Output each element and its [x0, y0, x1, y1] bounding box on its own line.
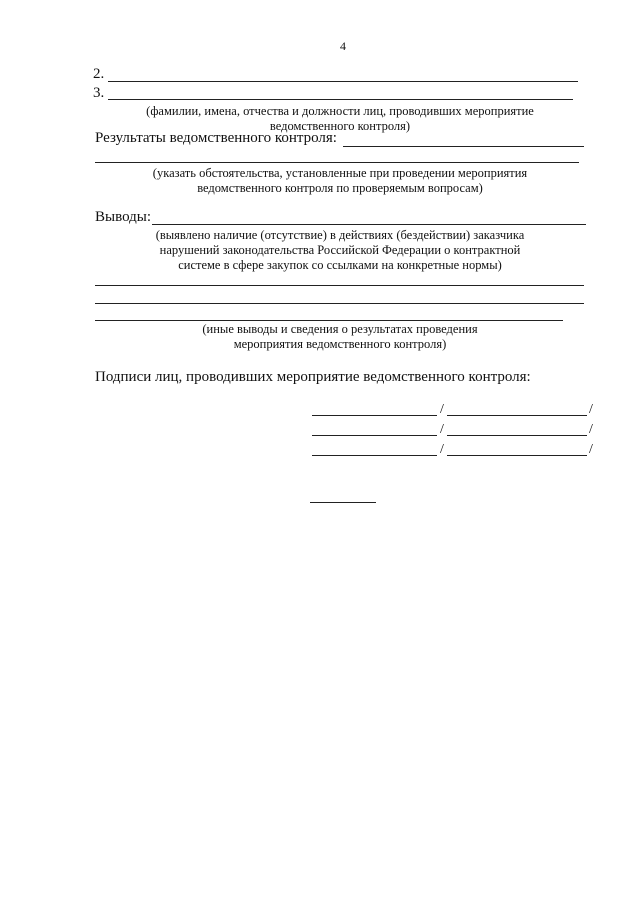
member-item-3-number: 3.: [93, 85, 105, 101]
results-label: Результаты ведомственного контроля:: [95, 130, 337, 146]
signature-1-separator: /: [440, 402, 444, 417]
signature-1-end: /: [589, 402, 593, 417]
signature-2-line-right[interactable]: [447, 435, 587, 436]
results-line-1[interactable]: [343, 146, 584, 147]
results-hint-line-1: (указать обстоятельства, установленные при проведении мероприятия: [152, 166, 528, 180]
signature-2-end: /: [589, 422, 593, 437]
members-hint-line-2: ведомственного контроля): [269, 119, 411, 133]
signatures-label: Подписи лиц, проводивших мероприятие ведомственного контроля:: [95, 369, 531, 385]
conclusions-line-3[interactable]: [95, 303, 584, 304]
conclusions-label: Выводы:: [95, 209, 152, 225]
page-number: 4: [340, 39, 346, 53]
conclusions-hint: [100, 228, 580, 273]
member-item-3-line[interactable]: [108, 99, 573, 100]
conclusions-extra-hint-line-2: мероприятия ведомственного контроля): [233, 337, 447, 351]
closing-divider: [310, 502, 376, 503]
conclusions-line-1[interactable]: [152, 224, 586, 225]
members-hint-line-1: (фамилии, имена, отчества и должности лиц, проводивших мероприятие: [146, 104, 534, 118]
signature-2-separator: /: [440, 422, 444, 437]
conclusions-line-4[interactable]: [95, 320, 563, 321]
signature-3-line-left[interactable]: [312, 455, 437, 456]
signature-3-separator: /: [440, 442, 444, 457]
signature-3-end: /: [589, 442, 593, 457]
results-line-2[interactable]: [95, 162, 579, 163]
conclusions-hint-line-2: нарушений законодательства Российской Федерации о контрактной: [159, 243, 521, 257]
results-hint-line-2: ведомственного контроля по проверяемым вопросам): [197, 181, 483, 195]
conclusions-hint-line-3: системе в сфере закупок со ссылками на конкретные нормы): [178, 258, 502, 272]
conclusions-extra-hint-line-1: (иные выводы и сведения о результатах проведения: [202, 322, 478, 336]
conclusions-hint-line-1: (выявлено наличие (отсутствие) в действиях (бездействии) заказчика: [155, 228, 525, 242]
member-item-2-line[interactable]: [108, 81, 578, 82]
signature-1-line-right[interactable]: [447, 415, 587, 416]
signature-3-line-right[interactable]: [447, 455, 587, 456]
signature-2-line-left[interactable]: [312, 435, 437, 436]
conclusions-extra-hint: [100, 322, 580, 352]
member-item-2-number: 2.: [93, 66, 105, 82]
conclusions-line-2[interactable]: [95, 285, 584, 286]
results-hint: [100, 166, 580, 196]
signature-1-line-left[interactable]: [312, 415, 437, 416]
